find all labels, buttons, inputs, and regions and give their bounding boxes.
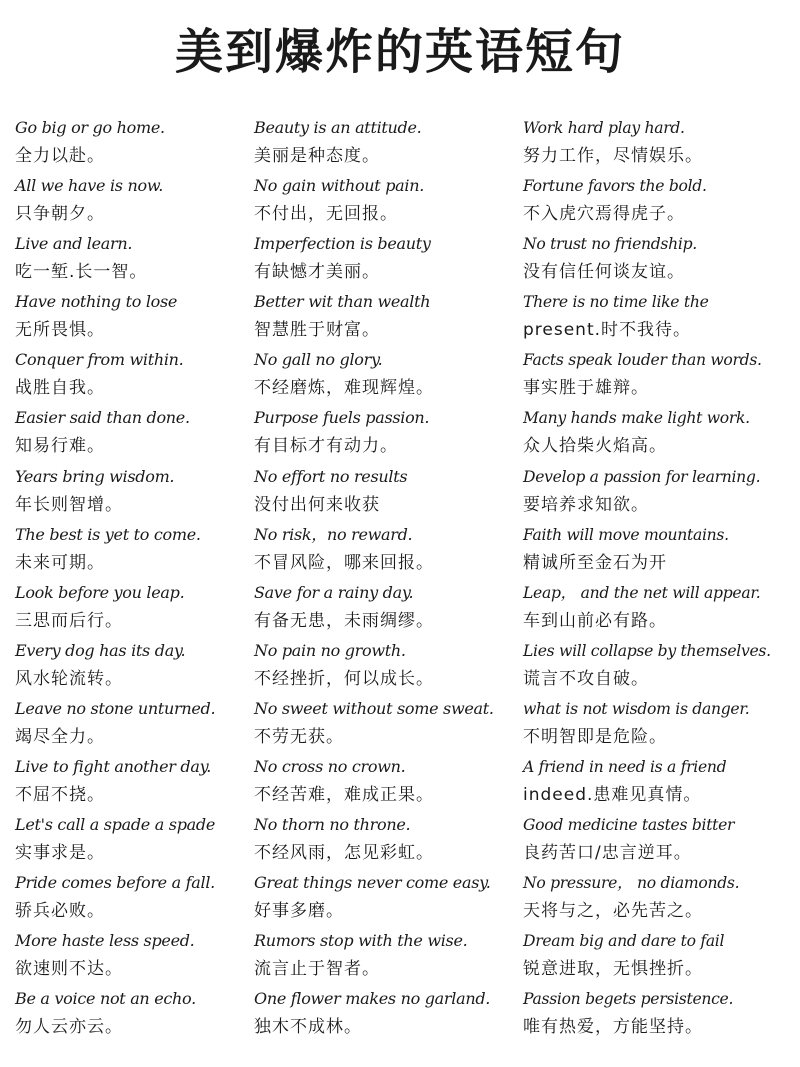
english-phrase: Live and learn. — [15, 234, 133, 254]
english-phrase: No pain no growth. — [254, 640, 406, 660]
phrase-entry — [254, 288, 516, 346]
english-phrase: Pride comes before a fall. — [15, 873, 215, 893]
phrase-entry — [523, 579, 798, 637]
chinese-translation: 无所畏惧。 — [15, 320, 105, 341]
chinese-translation: 知易行难。 — [15, 436, 105, 457]
english-phrase: One flower makes no garland. — [254, 989, 491, 1009]
phrase-entry — [254, 869, 516, 927]
phrase-entry — [523, 346, 798, 404]
phrase-entry — [15, 637, 247, 695]
english-phrase: More haste less speed. — [15, 931, 195, 951]
english-phrase: Leap， and the net will appear. — [523, 583, 761, 602]
phrase-entry — [254, 695, 516, 753]
chinese-translation: 勿人云亦云。 — [15, 1017, 123, 1038]
chinese-translation: 没付出何来收获 — [254, 494, 380, 515]
english-phrase: Every dog has its day. — [15, 640, 186, 660]
phrase-entry — [254, 346, 516, 404]
english-phrase: No thorn no throne. — [254, 815, 411, 835]
english-phrase: Facts speak louder than words. — [523, 351, 762, 370]
chinese-translation: 不劳无获。 — [254, 726, 344, 747]
english-phrase: Purpose fuels passion. — [254, 408, 430, 428]
phrase-entry — [523, 404, 798, 462]
english-phrase: Easier said than done. — [15, 408, 190, 428]
chinese-translation: 好事多磨。 — [254, 901, 344, 922]
english-phrase: Passion begets persistence. — [523, 990, 734, 1009]
chinese-translation: 要培养求知欲。 — [523, 494, 649, 515]
english-phrase: No pressure， no diamonds. — [523, 874, 740, 893]
english-phrase: Many hands make light work. — [523, 409, 750, 428]
english-phrase: There is no time like the — [523, 293, 709, 312]
phrase-entry — [254, 114, 516, 172]
phrase-entry — [15, 114, 247, 172]
english-phrase: Go big or go home. — [15, 118, 165, 137]
english-phrase: Better wit than wealth — [254, 292, 431, 312]
english-phrase: Beauty is an attitude. — [254, 118, 422, 137]
chinese-translation: 有缺憾才美丽。 — [254, 262, 380, 283]
chinese-translation: indeed.患难见真情。 — [523, 785, 702, 806]
chinese-translation: 车到山前必有路。 — [523, 610, 667, 631]
english-phrase: No gain without pain. — [254, 176, 424, 196]
english-phrase: Imperfection is beauty — [254, 234, 431, 254]
english-phrase: All we have is now. — [15, 176, 164, 196]
phrase-entry — [15, 346, 247, 404]
chinese-translation: 事实胜于雄辩。 — [523, 378, 649, 399]
chinese-translation: 唯有热爱，方能坚持。 — [523, 1017, 703, 1038]
chinese-translation: 智慧胜于财富。 — [254, 320, 380, 341]
english-phrase: No effort no results — [254, 466, 408, 486]
phrase-entry — [254, 521, 516, 579]
chinese-translation: 没有信任何谈友谊。 — [523, 262, 685, 283]
phrase-entry — [523, 695, 798, 753]
chinese-translation: 众人拾柴火焰高。 — [523, 436, 667, 457]
english-phrase: Work hard play hard. — [523, 119, 685, 137]
chinese-translation: 独木不成林。 — [254, 1017, 362, 1038]
chinese-translation: 良药苦口/忠言逆耳。 — [523, 843, 692, 864]
phrase-column-2 — [254, 114, 516, 1044]
english-phrase: Live to fight another day. — [15, 757, 211, 777]
chinese-translation: 全力以赴。 — [15, 146, 105, 166]
chinese-translation: 流言止于智者。 — [254, 959, 380, 980]
chinese-translation: 欲速则不达。 — [15, 959, 123, 980]
phrase-entry — [254, 985, 516, 1043]
english-phrase: No trust no friendship. — [523, 235, 697, 254]
chinese-translation: 努力工作，尽情娱乐。 — [523, 146, 703, 166]
phrase-entry — [254, 753, 516, 811]
english-phrase: Conquer from within. — [15, 350, 184, 370]
chinese-translation: 不经苦难，难成正果。 — [254, 785, 434, 806]
chinese-translation: 不经挫折，何以成长。 — [254, 668, 434, 689]
page-title: 美到爆炸的英语短句 — [174, 24, 625, 80]
phrase-entry — [15, 463, 247, 521]
english-phrase: No risk，no reward. — [254, 524, 413, 544]
phrase-entry — [15, 404, 247, 462]
chinese-translation: 竭尽全力。 — [15, 726, 105, 747]
chinese-translation: 精诚所至金石为开 — [523, 552, 667, 573]
english-phrase: Develop a passion for learning. — [523, 467, 761, 486]
chinese-translation: 不经风雨，怎见彩虹。 — [254, 843, 434, 864]
phrase-entry — [254, 579, 516, 637]
english-phrase: Good medicine tastes bitter — [523, 816, 735, 835]
phrase-entry — [523, 927, 798, 985]
chinese-translation: 实事求是。 — [15, 843, 105, 864]
phrase-entry — [15, 985, 247, 1043]
chinese-translation: 三思而后行。 — [15, 610, 123, 631]
phrase-entry — [15, 579, 247, 637]
phrase-entry — [254, 463, 516, 521]
chinese-translation: 锐意进取，无惧挫折。 — [523, 959, 703, 980]
english-phrase: Faith will move mountains. — [523, 525, 729, 544]
phrase-entry — [15, 521, 247, 579]
english-phrase: No cross no crown. — [254, 757, 406, 777]
phrase-entry — [254, 811, 516, 869]
chinese-translation: 不经磨炼，难现辉煌。 — [254, 378, 434, 399]
english-phrase: Look before you leap. — [15, 582, 185, 602]
chinese-translation: 风水轮流转。 — [15, 668, 123, 689]
chinese-translation: present.时不我待。 — [523, 320, 692, 341]
chinese-translation: 不明智即是危险。 — [523, 726, 667, 747]
chinese-translation: 谎言不攻自破。 — [523, 668, 649, 689]
phrase-entry — [15, 869, 247, 927]
phrase-entry — [523, 811, 798, 869]
english-phrase: Leave no stone unturned. — [15, 698, 216, 718]
chinese-translation: 年长则智增。 — [15, 494, 123, 515]
phrase-entry — [15, 230, 247, 288]
chinese-translation: 战胜自我。 — [15, 378, 105, 399]
english-phrase: what is not wisdom is danger. — [523, 699, 750, 718]
phrase-entry — [523, 869, 798, 927]
english-phrase: Let's call a spade a spade — [15, 815, 215, 835]
chinese-translation: 不屈不挠。 — [15, 785, 105, 806]
phrase-entry — [523, 230, 798, 288]
phrase-entry — [15, 288, 247, 346]
phrase-entry — [523, 985, 798, 1043]
english-phrase: Dream big and dare to fail — [523, 932, 725, 951]
chinese-translation: 有目标才有动力。 — [254, 436, 398, 457]
phrase-entry — [15, 927, 247, 985]
phrase-entry — [15, 695, 247, 753]
phrase-entry — [15, 172, 247, 230]
chinese-translation: 不入虎穴焉得虎子。 — [523, 204, 685, 225]
english-phrase: The best is yet to come. — [15, 524, 201, 544]
english-phrase: No sweet without some sweat. — [254, 698, 494, 718]
chinese-translation: 吃一堑.长一智。 — [15, 262, 148, 283]
english-phrase: A friend in need is a friend — [523, 758, 727, 777]
chinese-translation: 不付出，无回报。 — [254, 204, 398, 225]
english-phrase: Be a voice not an echo. — [15, 989, 196, 1009]
english-phrase: No gall no glory. — [254, 350, 383, 370]
chinese-translation: 骄兵必败。 — [15, 901, 105, 922]
phrase-entry — [254, 404, 516, 462]
chinese-translation: 美丽是种态度。 — [254, 146, 380, 166]
phrase-entry — [254, 172, 516, 230]
phrase-entry — [523, 172, 798, 230]
phrase-entry — [254, 637, 516, 695]
phrase-entry — [15, 811, 247, 869]
english-phrase: Fortune favors the bold. — [523, 177, 707, 196]
phrase-entry — [254, 927, 516, 985]
phrase-columns — [0, 114, 800, 1054]
chinese-translation: 只争朝夕。 — [15, 204, 105, 225]
phrase-entry — [523, 288, 798, 346]
english-phrase: Have nothing to lose — [15, 292, 178, 312]
phrase-entry — [523, 637, 798, 695]
phrase-column-3 — [523, 114, 798, 1044]
phrase-entry — [523, 463, 798, 521]
phrase-entry — [523, 114, 798, 172]
english-phrase: Years bring wisdom. — [15, 466, 175, 486]
phrase-entry — [15, 753, 247, 811]
english-phrase: Lies will collapse by themselves. — [523, 641, 771, 660]
chinese-translation: 未来可期。 — [15, 552, 105, 573]
phrase-entry — [254, 230, 516, 288]
chinese-translation: 天将与之，必先苦之。 — [523, 901, 703, 922]
phrase-entry — [523, 521, 798, 579]
chinese-translation: 有备无患，未雨绸缪。 — [254, 610, 434, 631]
english-phrase: Great things never come easy. — [254, 873, 491, 893]
english-phrase: Save for a rainy day. — [254, 582, 414, 602]
phrase-column-1 — [15, 114, 247, 1044]
english-phrase: Rumors stop with the wise. — [254, 931, 468, 951]
phrase-entry — [523, 753, 798, 811]
chinese-translation: 不冒风险，哪来回报。 — [254, 552, 434, 573]
